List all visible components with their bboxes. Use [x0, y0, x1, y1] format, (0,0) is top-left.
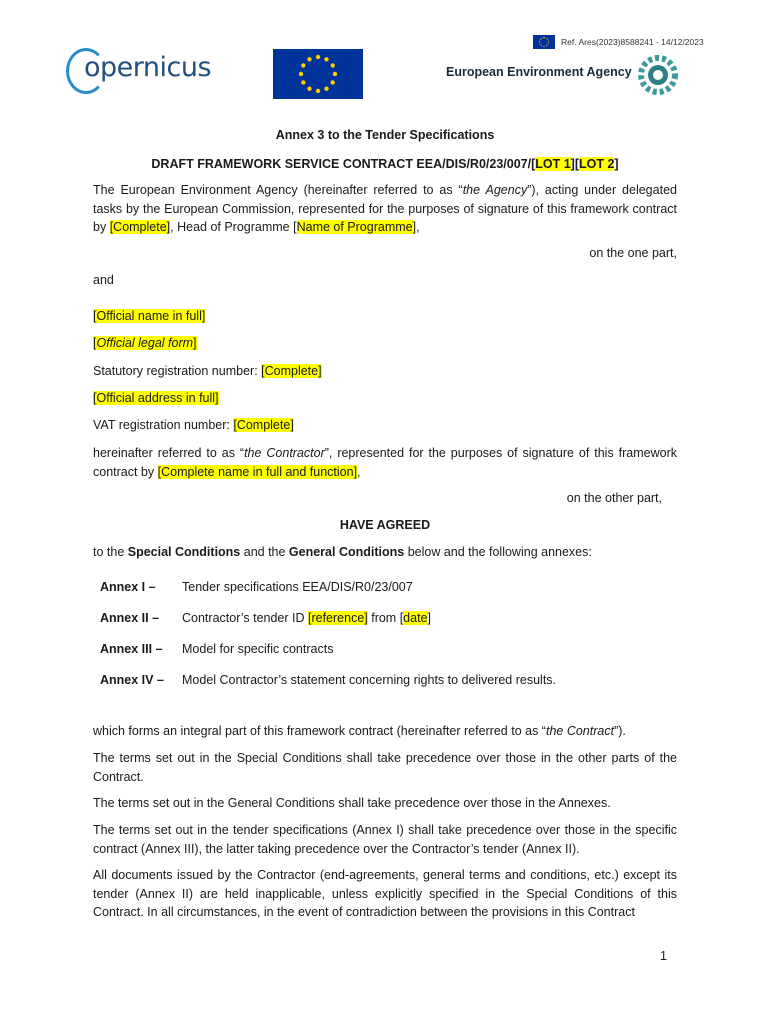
p3-text-a: which forms an integral part of this framework contract (hereinafter referred to as “ — [93, 724, 546, 738]
eu-star-icon — [324, 57, 328, 61]
eu-star-icon — [307, 57, 311, 61]
vat-line — [93, 416, 677, 435]
signatory-placeholder: [Complete] — [109, 220, 171, 234]
annex-2-reference-placeholder: [reference] — [307, 611, 368, 625]
annex-1-text: Tender specifications EEA/DIS/R0/23/007 — [182, 580, 413, 594]
annex-2-date-placeholder: date — [403, 611, 428, 625]
copernicus-c-icon — [66, 48, 106, 94]
p1-agency: the Agency — [462, 183, 528, 197]
one-part-label: on the one part, — [589, 246, 677, 260]
statutory-line — [93, 362, 677, 381]
precedence-tender-paragraph: The terms set out in the tender specifications (Annex I) shall take precedence over those in the specific contract (Annex III), the latter taking precedence over the Contractor’s tender (Annex II). — [93, 823, 677, 856]
document-reference — [533, 35, 704, 49]
precedence-general-paragraph: The terms set out in the General Conditions shall take precedence over those in the Annexes. — [93, 796, 611, 810]
annex-2-text-c: ] — [427, 611, 431, 625]
and-label: and — [93, 273, 114, 287]
p2-text-b: ”, represented for the purposes of signature of this framework contract by — [93, 446, 677, 479]
eu-star-icon — [324, 87, 328, 91]
contract-title — [90, 155, 680, 174]
statutory-placeholder: [Complete] — [261, 364, 322, 378]
eu-star-icon — [333, 72, 337, 76]
eu-star-icon — [316, 55, 320, 59]
contractor-signatory-placeholder: [Complete name in full and function] — [157, 464, 358, 479]
page-number: 1 — [660, 949, 667, 963]
eu-star-icon — [307, 87, 311, 91]
precedence-special-paragraph: The terms set out in the Special Conditions shall take precedence over those in the other parts of the Contract. — [93, 751, 677, 784]
eu-star-icon — [301, 80, 305, 84]
p2-text: hereinafter referred to as “ — [93, 446, 245, 460]
vat-label: VAT registration number: — [93, 418, 234, 432]
annex-3-label: Annex III – — [100, 642, 163, 656]
statutory-label: Statutory registration number: — [93, 364, 262, 378]
eea-logo-icon — [636, 53, 680, 97]
p3-contract: the Contract — [545, 724, 615, 738]
intro-text-c: below and the following annexes: — [404, 545, 592, 559]
eu-flag-small-icon — [533, 35, 555, 49]
annex-1-label: Annex I – — [100, 580, 156, 594]
annex-4-text: Model Contractor’s statement concerning rights to delivered results. — [182, 673, 557, 687]
p3-text-b: ”). — [614, 724, 626, 738]
vat-placeholder: [Complete] — [233, 418, 294, 432]
contract-title-suffix: ] — [614, 157, 619, 171]
official-form-open: [ — [93, 336, 97, 350]
eea-name: European Environment Agency — [446, 65, 632, 79]
p1-text-b: ”), acting under delegated tasks by the European Commission, represented for the purposes of signature of this framework contract by — [93, 183, 677, 234]
eu-star-icon — [299, 72, 303, 76]
annex-2-text-a: Contractor’s tender ID — [182, 611, 308, 625]
eu-flag-icon — [273, 49, 363, 99]
intro-text-a: to the — [93, 545, 128, 559]
eu-star-icon — [331, 80, 335, 84]
p2-contractor: the Contractor — [244, 446, 325, 460]
p1-text-d: ], — [412, 220, 420, 234]
annexes-intro — [93, 543, 677, 562]
annex-3-text: Model for specific contracts — [182, 642, 334, 656]
official-form-close: ] — [193, 336, 197, 350]
contract-title-prefix: DRAFT FRAMEWORK SERVICE CONTRACT EEA/DIS/R0/23/007/[ — [151, 157, 536, 171]
p1-text-c: , Head of Programme [ — [170, 220, 297, 234]
official-form-placeholder: Official legal form — [96, 336, 194, 350]
copernicus-logo — [70, 52, 211, 83]
intro-text-b: and the — [240, 545, 289, 559]
copernicus-logo-text: opernicus — [84, 52, 212, 83]
have-agreed-heading: HAVE AGREED — [339, 518, 431, 532]
official-address-line — [93, 389, 677, 408]
eu-star-icon — [331, 63, 335, 67]
official-address-placeholder: [Official address in full] — [93, 391, 219, 405]
intro-general-conditions: General Conditions — [288, 545, 405, 559]
contractor-documents-paragraph: All documents issued by the Contractor (end-agreements, general terms and conditions, etc.) except its tender (Annex II) are held inapplicable, unless explicitly specified in the Special Conditions of this Contract. In all circumstances, in the event of contradiction between the provisions in this Contract — [93, 868, 677, 919]
other-part-label: on the other part, — [566, 491, 662, 505]
p2-text-c: , — [357, 464, 361, 479]
integral-part-paragraph — [93, 722, 677, 741]
contract-title-mid: ][ — [570, 157, 579, 171]
official-name-placeholder: [Official name in full] — [93, 309, 206, 323]
parties-paragraph-agency — [93, 181, 677, 237]
annex-title: Annex 3 to the Tender Specifications — [275, 128, 495, 142]
parties-paragraph-contractor — [93, 444, 677, 481]
annex-4-label: Annex IV – — [100, 673, 164, 687]
intro-special-conditions: Special Conditions — [127, 545, 241, 559]
lot1-placeholder: LOT 1 — [535, 157, 571, 171]
official-form-line — [93, 334, 677, 353]
lot2-placeholder: LOT 2 — [579, 157, 615, 171]
reference-text: Ref. Ares(2023)8588241 - 14/12/2023 — [561, 37, 704, 47]
annex-2-text-b: from [ — [367, 611, 404, 625]
programme-placeholder: Name of Programme — [296, 220, 413, 234]
annex-2-text — [182, 609, 677, 628]
official-name-line — [93, 307, 677, 326]
p1-text: The European Environment Agency (hereinafter referred to as “ — [93, 183, 463, 197]
annex-2-label: Annex II – — [100, 611, 160, 625]
eu-star-icon — [316, 89, 320, 93]
eu-star-icon — [301, 63, 305, 67]
